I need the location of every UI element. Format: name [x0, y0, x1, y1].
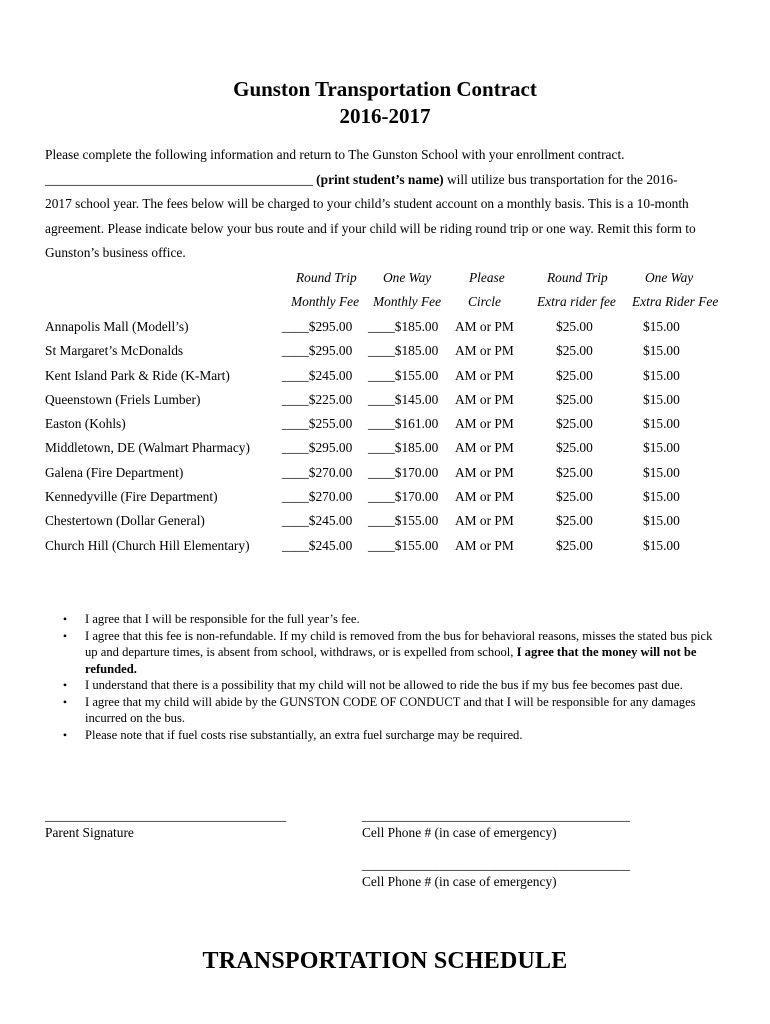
route-location: Middletown, DE (Walmart Pharmacy): [45, 440, 250, 455]
bullet-icon: •: [62, 678, 68, 692]
am-pm-choice[interactable]: AM or PM: [455, 416, 514, 431]
agreement-text: I agree that I will be responsible for the full year’s fee.: [85, 612, 360, 626]
table-row: [0, 513, 770, 533]
round-trip-fee[interactable]: ____$295.00: [282, 319, 353, 334]
header-round-trip-monthly: Monthly Fee: [291, 294, 360, 309]
parent-signature-line[interactable]: ____________________________________: [45, 808, 287, 823]
one-way-extra-fee: $15.00: [643, 513, 680, 528]
route-location: Kent Island Park & Ride (K-Mart): [45, 368, 230, 383]
cell-phone-line-1[interactable]: ________________________________________: [362, 808, 630, 823]
table-row: [0, 368, 770, 388]
one-way-fee[interactable]: ____$145.00: [368, 392, 439, 407]
am-pm-choice[interactable]: AM or PM: [455, 368, 514, 383]
table-row: [0, 440, 770, 460]
route-location: Easton (Kohls): [45, 416, 126, 431]
round-trip-extra-fee: $25.00: [556, 465, 593, 480]
round-trip-extra-fee: $25.00: [556, 319, 593, 334]
round-trip-fee[interactable]: ____$270.00: [282, 489, 353, 504]
header-extra-rider-fee-oneway: Extra Rider Fee: [632, 294, 719, 309]
header-circle: Circle: [468, 294, 501, 309]
agreement-item: [60, 628, 720, 678]
agreement-item: [60, 611, 720, 628]
cell-phone-label-1: Cell Phone # (in case of emergency): [362, 825, 557, 840]
round-trip-fee[interactable]: ____$255.00: [282, 416, 353, 431]
intro-line-2-rest: will utilize bus transportation for the 2016-: [443, 171, 678, 187]
agreement-text: Please note that if fuel costs rise substantially, an extra fuel surcharge may be required.: [85, 727, 523, 742]
header-extra-rider-fee: Extra rider fee: [537, 294, 616, 309]
round-trip-extra-fee: $25.00: [556, 513, 593, 528]
round-trip-fee[interactable]: ____$245.00: [282, 538, 353, 553]
round-trip-extra-fee: $25.00: [556, 343, 593, 358]
one-way-extra-fee: $15.00: [643, 392, 680, 407]
agreement-bold-text: I agree that the money will not be refunded.: [85, 645, 697, 676]
one-way-fee[interactable]: ____$161.00: [368, 416, 439, 431]
table-row: [0, 343, 770, 363]
intro-line-4: agreement. Please indicate below your bus route and if your child will be riding round trip or one way. Remit this form to: [45, 220, 696, 236]
round-trip-fee[interactable]: ____$270.00: [282, 465, 353, 480]
one-way-extra-fee: $15.00: [643, 489, 680, 504]
table-row: [0, 319, 770, 339]
agreement-item: [60, 677, 720, 694]
intro-line-3: 2017 school year. The fees below will be charged to your child’s student account on a monthly basis. This is a 10-month: [45, 196, 689, 211]
header-please: Please: [469, 270, 505, 285]
header-one-way-extra: One Way: [645, 270, 694, 285]
round-trip-fee[interactable]: ____$295.00: [282, 343, 353, 358]
one-way-extra-fee: $15.00: [643, 465, 680, 480]
one-way-extra-fee: $15.00: [643, 440, 680, 455]
header-round-trip: Round Trip: [296, 270, 357, 285]
one-way-fee[interactable]: ____$170.00: [368, 465, 439, 480]
route-location: Kennedyville (Fire Department): [45, 489, 218, 504]
intro-line-2: [45, 168, 735, 193]
round-trip-fee[interactable]: ____$225.00: [282, 392, 353, 407]
agreement-text: I agree that this fee is non-refundable. If my child is removed from the bus for behavioral reasons, misses the stated bus pick up and departure times, is absent from school, withdraws, or is expelled from school,: [85, 628, 713, 659]
round-trip-fee[interactable]: ____$245.00: [282, 513, 353, 528]
round-trip-fee[interactable]: ____$245.00: [282, 368, 353, 383]
one-way-extra-fee: $15.00: [643, 368, 680, 383]
round-trip-extra-fee: $25.00: [556, 368, 593, 383]
one-way-extra-fee: $15.00: [643, 538, 680, 553]
bullet-icon: •: [62, 612, 68, 626]
round-trip-extra-fee: $25.00: [556, 392, 593, 407]
header-one-way-monthly: Monthly Fee: [373, 294, 442, 309]
table-row: [0, 489, 770, 509]
document-year: 2016-2017: [339, 104, 431, 128]
intro-paragraph: [45, 143, 735, 266]
parent-signature-label: Parent Signature: [45, 825, 134, 840]
one-way-fee[interactable]: ____$155.00: [368, 538, 439, 553]
agreement-list: [60, 611, 720, 743]
round-trip-extra-fee: $25.00: [556, 538, 593, 553]
am-pm-choice[interactable]: AM or PM: [455, 392, 514, 407]
am-pm-choice[interactable]: AM or PM: [455, 343, 514, 358]
round-trip-fee[interactable]: ____$295.00: [282, 440, 353, 455]
header-round-trip-extra: Round Trip: [547, 270, 608, 285]
header-one-way: One Way: [383, 270, 432, 285]
table-row: [0, 392, 770, 412]
route-location: Galena (Fire Department): [45, 465, 184, 480]
table-row: [0, 416, 770, 436]
route-location: Church Hill (Church Hill Elementary): [45, 538, 250, 553]
am-pm-choice[interactable]: AM or PM: [455, 440, 514, 455]
am-pm-choice[interactable]: AM or PM: [455, 538, 514, 553]
intro-line-1: Please complete the following information and return to The Gunston School with your enrollment contract.: [45, 147, 625, 162]
agreement-item: [60, 727, 720, 744]
one-way-fee[interactable]: ____$155.00: [368, 513, 439, 528]
one-way-fee[interactable]: ____$185.00: [368, 440, 439, 455]
round-trip-extra-fee: $25.00: [556, 416, 593, 431]
route-location: Annapolis Mall (Modell’s): [45, 319, 189, 334]
one-way-fee[interactable]: ____$185.00: [368, 319, 439, 334]
agreement-text: I agree that my child will abide by the GUNSTON CODE OF CONDUCT and that I will be responsible for any damages incurred on the bus.: [85, 694, 696, 725]
one-way-fee[interactable]: ____$155.00: [368, 368, 439, 383]
am-pm-choice[interactable]: AM or PM: [455, 513, 514, 528]
one-way-extra-fee: $15.00: [643, 416, 680, 431]
bullet-icon: •: [62, 694, 68, 709]
table-row: [0, 538, 770, 558]
one-way-fee[interactable]: ____$170.00: [368, 489, 439, 504]
agreement-item: [60, 694, 720, 727]
round-trip-extra-fee: $25.00: [556, 440, 593, 455]
schedule-heading: TRANSPORTATION SCHEDULE: [202, 948, 568, 974]
am-pm-choice[interactable]: AM or PM: [455, 465, 514, 480]
agreement-text: I understand that there is a possibility that my child will not be allowed to ride the bus if my bus fee becomes past due.: [85, 678, 683, 692]
route-location: Chestertown (Dollar General): [45, 513, 205, 528]
round-trip-extra-fee: $25.00: [556, 489, 593, 504]
document-title: Gunston Transportation Contract: [233, 77, 537, 101]
table-row: [0, 465, 770, 485]
route-location: St Margaret’s McDonalds: [45, 343, 184, 358]
route-location: Queenstown (Friels Lumber): [45, 392, 201, 407]
intro-line-5: Gunston’s business office.: [45, 245, 186, 260]
bullet-icon: •: [62, 727, 68, 742]
bullet-icon: •: [62, 628, 68, 643]
cell-phone-label-2: Cell Phone # (in case of emergency): [362, 874, 557, 889]
cell-phone-line-2[interactable]: ________________________________________: [362, 857, 630, 872]
am-pm-choice[interactable]: AM or PM: [455, 489, 514, 504]
one-way-extra-fee: $15.00: [643, 319, 680, 334]
student-name-label: (print student’s name): [316, 171, 444, 187]
student-name-blank[interactable]: ________________________________________: [45, 171, 313, 187]
am-pm-choice[interactable]: AM or PM: [455, 319, 514, 334]
one-way-extra-fee: $15.00: [643, 343, 680, 358]
one-way-fee[interactable]: ____$185.00: [368, 343, 439, 358]
